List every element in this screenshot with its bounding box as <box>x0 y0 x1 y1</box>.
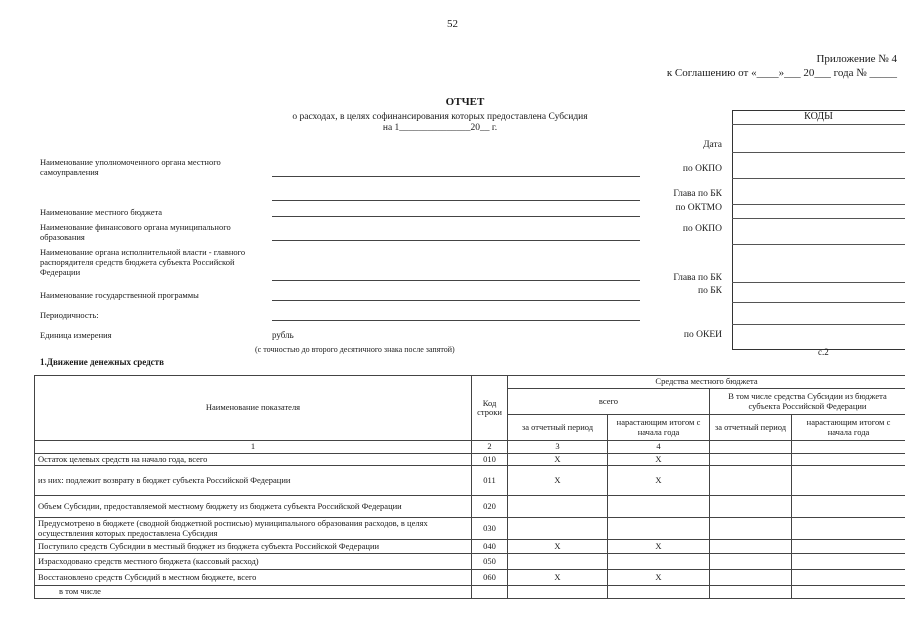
label-finance-body: Наименование финансового органа муниципального образования <box>40 222 231 242</box>
col-num <box>710 441 792 454</box>
row-code: 050 <box>472 554 508 570</box>
row-c5 <box>710 554 792 570</box>
row-c5 <box>710 466 792 496</box>
row-c6 <box>792 554 905 570</box>
row-c3 <box>508 554 608 570</box>
row-name: из них: подлежит возврату в бюджет субъекта Российской Федерации <box>35 466 472 496</box>
table-row <box>35 540 905 554</box>
table-row <box>35 570 905 586</box>
report-subtitle <box>240 112 640 134</box>
row-c6 <box>792 466 905 496</box>
row-code: 040 <box>472 540 508 554</box>
code-label-oktmo: по ОКТМО <box>675 203 722 213</box>
row-code <box>472 586 508 599</box>
unit-value: рубль <box>272 330 294 340</box>
label-local-budget: Наименование местного бюджета <box>40 207 163 217</box>
label-unit: Единица измерения <box>40 330 112 340</box>
row-code: 060 <box>472 570 508 586</box>
code-label-glava-bk: Глава по БК <box>673 189 722 199</box>
row-c3: X <box>508 540 608 554</box>
codes-divider <box>732 218 905 219</box>
row-c4: X <box>608 453 710 466</box>
row-c5 <box>710 496 792 518</box>
row-code: 010 <box>472 453 508 466</box>
col-num: 3 <box>508 441 608 454</box>
appendix-line-1: Приложение № 4 <box>816 53 897 65</box>
row-c5 <box>710 518 792 540</box>
table-row <box>35 518 905 540</box>
code-label-glava-bk-2: Глава по БК <box>673 273 722 283</box>
row-c5 <box>710 453 792 466</box>
row-c5 <box>710 540 792 554</box>
fill-line <box>272 216 640 217</box>
fill-line <box>272 300 640 301</box>
table-row <box>35 466 905 496</box>
codes-divider <box>732 302 905 303</box>
row-name: Объем Субсидии, предоставляемой местному бюджету из бюджета субъекта Российской Федерации <box>35 496 472 518</box>
row-c4 <box>608 586 710 599</box>
row-c6 <box>792 518 905 540</box>
row-c6 <box>792 453 905 466</box>
codes-divider <box>732 324 905 325</box>
row-c4: X <box>608 540 710 554</box>
row-c4 <box>608 496 710 518</box>
appendix-header <box>667 52 897 80</box>
row-c3: X <box>508 466 608 496</box>
report-subtitle-line-2: на 1_______________20__ г. <box>382 123 498 133</box>
label-executive-body: Наименование органа исполнительной власти - главного распорядителя средств бюджета субъекта Российской Федерации <box>40 247 246 277</box>
header-total: всего <box>508 389 710 415</box>
col-num: 1 <box>35 441 472 454</box>
header-period-2: за отчетный период <box>710 415 792 441</box>
row-c3 <box>508 496 608 518</box>
row-name: Поступило средств Субсидии в местный бюджет из бюджета субъекта Российской Федерации <box>35 540 472 554</box>
col-num: 4 <box>608 441 710 454</box>
code-label-okpo: по ОКПО <box>682 164 722 174</box>
col-num <box>792 441 905 454</box>
table-row <box>35 554 905 570</box>
fill-line <box>272 200 640 201</box>
fill-line <box>272 240 640 241</box>
code-label-bk: по БК <box>697 286 722 296</box>
row-name: Предусмотрено в бюджете (сводной бюджетной росписью) муниципального образования расходов, в целях осуществления которых предоставлена Субсидия <box>35 518 472 540</box>
row-c5 <box>710 570 792 586</box>
code-label-date: Дата <box>703 140 722 150</box>
row-code: 020 <box>472 496 508 518</box>
row-c5 <box>710 586 792 599</box>
header-subsidy: В том числе средства Субсидии из бюджета субъекта Российской Федерации <box>710 389 905 415</box>
report-title: ОТЧЕТ <box>445 96 485 108</box>
codes-header: КОДЫ <box>804 111 833 122</box>
codes-divider <box>732 282 905 283</box>
fill-line <box>272 320 640 321</box>
table-row <box>35 586 905 599</box>
code-label-okpo-2: по ОКПО <box>682 224 722 234</box>
section-title: 1.Движение денежных средств <box>40 357 164 367</box>
row-c4: X <box>608 466 710 496</box>
row-c4 <box>608 554 710 570</box>
label-periodicity: Периодичность: <box>40 310 99 320</box>
table-row <box>35 453 905 466</box>
row-c6 <box>792 586 905 599</box>
row-c3 <box>508 518 608 540</box>
label-program: Наименование государственной программы <box>40 290 199 300</box>
report-subtitle-line-1: о расходах, в целях софинансирования которых предоставлена Субсидия <box>292 112 588 122</box>
codes-divider <box>732 152 905 153</box>
label-authority: Наименование уполномоченного органа местного самоуправления <box>40 157 221 177</box>
header-cumulative-2: нарастающим итогом с начала года <box>792 415 905 441</box>
page-ref: с.2 <box>818 347 829 357</box>
header-code: Код строки <box>472 376 508 441</box>
page-number: 52 <box>447 18 458 30</box>
code-label-okei: по ОКЕИ <box>683 330 722 340</box>
codes-box <box>732 110 905 350</box>
row-name: Израсходовано средств местного бюджета (кассовый расход) <box>35 554 472 570</box>
codes-divider <box>732 204 905 205</box>
row-code: 011 <box>472 466 508 496</box>
appendix-line-2: к Соглашению от «____»___ 20___ года № _____ <box>666 67 897 79</box>
header-cumulative: нарастающим итогом с начала года <box>608 415 710 441</box>
row-c4 <box>608 518 710 540</box>
fill-line <box>272 280 640 281</box>
row-c3: X <box>508 453 608 466</box>
row-name: Восстановлено средств Субсидий в местном бюджете, всего <box>35 570 472 586</box>
row-name: Остаток целевых средств на начало года, всего <box>35 453 472 466</box>
row-name: в том числе <box>35 586 472 599</box>
row-c6 <box>792 540 905 554</box>
row-c6 <box>792 496 905 518</box>
unit-note: (с точностью до второго десятичного знака после запятой) <box>255 345 455 354</box>
row-c3: X <box>508 570 608 586</box>
table-row <box>35 496 905 518</box>
col-num: 2 <box>472 441 508 454</box>
row-c3 <box>508 586 608 599</box>
header-name: Наименование показателя <box>35 376 472 441</box>
codes-divider <box>732 178 905 179</box>
header-local-funds: Средства местного бюджета <box>508 376 905 389</box>
header-period: за отчетный период <box>508 415 608 441</box>
row-code: 030 <box>472 518 508 540</box>
codes-divider <box>732 124 905 125</box>
row-c4: X <box>608 570 710 586</box>
row-c6 <box>792 570 905 586</box>
codes-divider <box>732 244 905 245</box>
cash-flow-table <box>34 375 905 599</box>
fill-line <box>272 176 640 177</box>
